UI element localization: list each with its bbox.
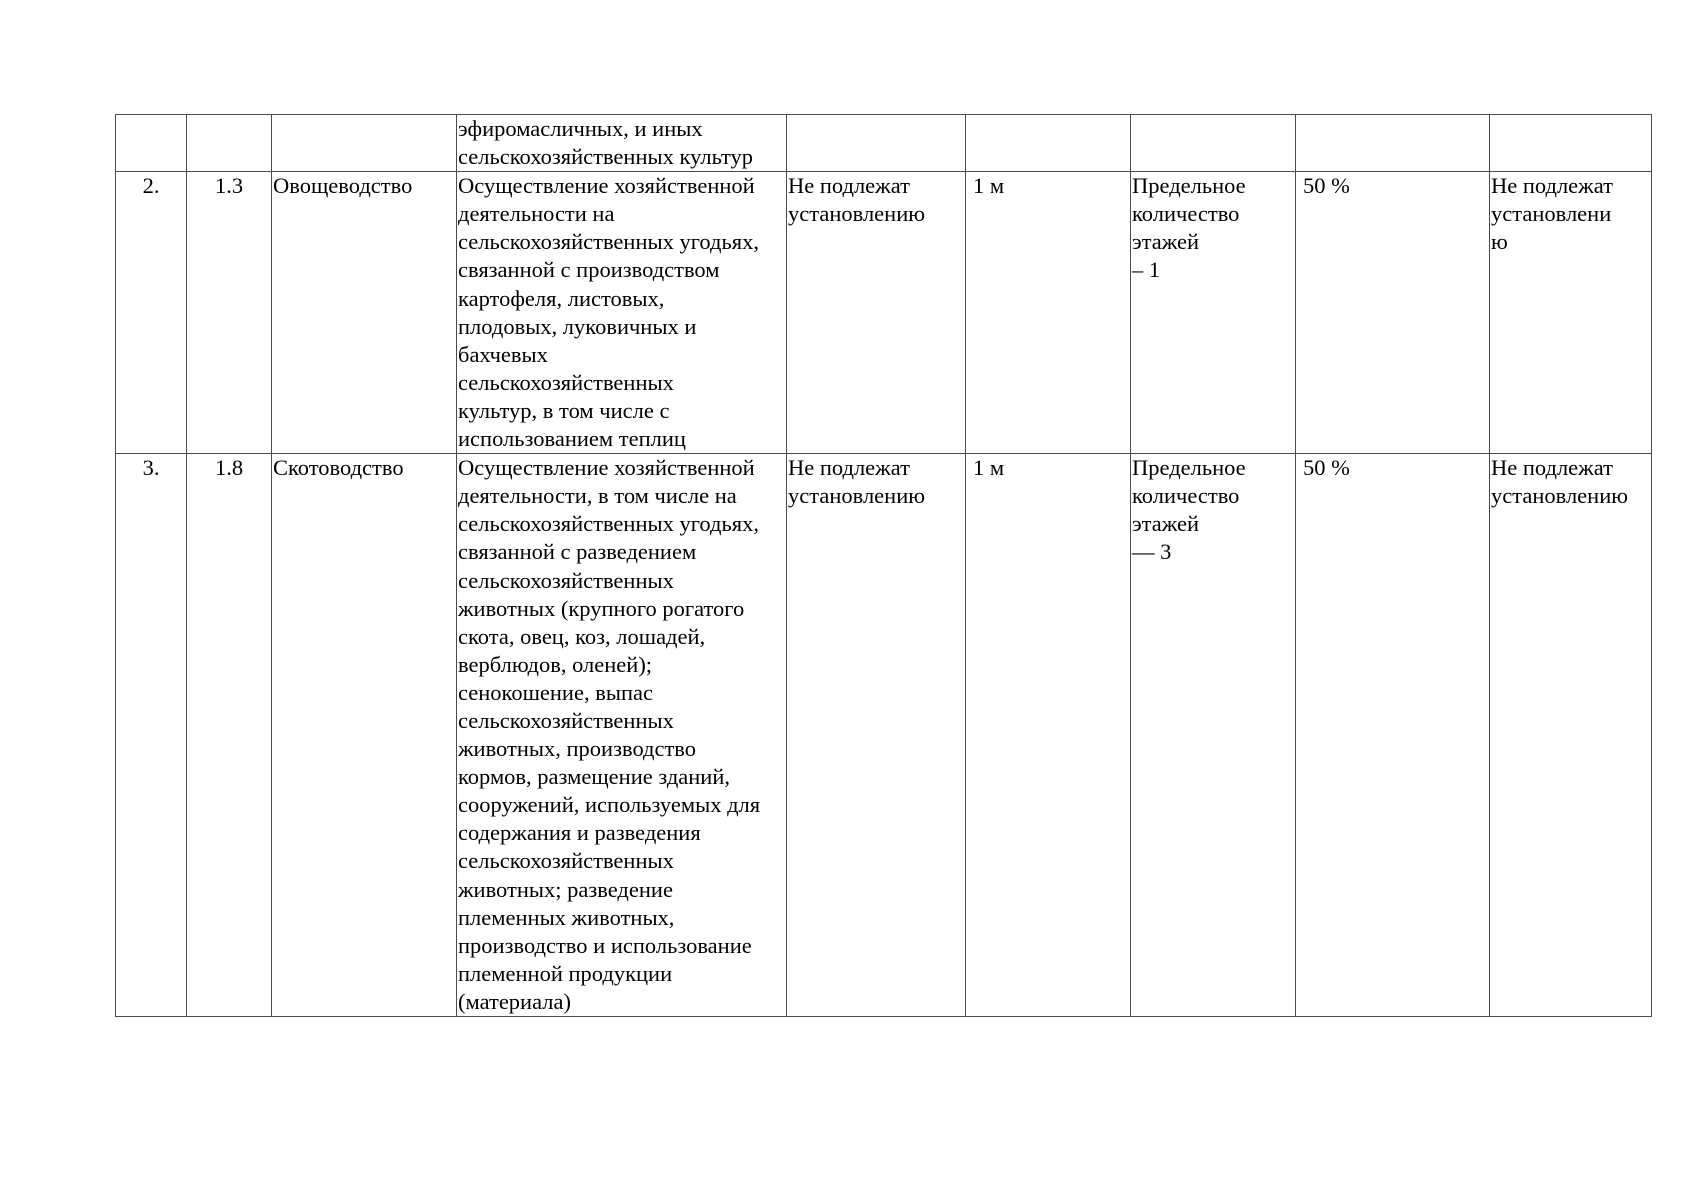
- cell-text-line: сельскохозяйственных: [458, 707, 674, 733]
- cell-text-line: установлению: [788, 201, 926, 227]
- cell-text-line: Осуществление хозяйственной: [458, 173, 755, 199]
- cell-text-line: установлению: [788, 483, 926, 509]
- min-area-cell: [787, 454, 966, 1017]
- cell-text-line: количество: [1132, 483, 1240, 509]
- table-row: [116, 115, 1652, 172]
- cell-text-line: скота, овец, коз, лошадей,: [458, 623, 706, 649]
- cell-text-line: Не подлежат: [1491, 173, 1613, 199]
- cell-text-line: сельскохозяйственных угодьях,: [458, 511, 759, 537]
- cell-text-line: животных; разведение: [458, 876, 673, 902]
- cell-text-line: использованием теплиц: [458, 426, 686, 452]
- cell-text-line: картофеля, листовых,: [458, 285, 665, 311]
- cell-text-line: связанной с производством: [458, 257, 720, 283]
- land-use-type-cell: Скотоводство: [272, 454, 457, 1017]
- cell-text-line: кормов, размещение зданий,: [458, 764, 731, 790]
- code-cell: [187, 115, 272, 172]
- cell-text-line: Осуществление хозяйственной: [458, 455, 755, 481]
- cell-text-line: культур, в том числе с: [458, 397, 670, 423]
- other-params-cell: [1490, 172, 1652, 454]
- cell-text-line: сельскохозяйственных культур: [458, 144, 754, 170]
- coverage-cell: 50 %: [1296, 454, 1490, 1017]
- land-use-regulations-table: [115, 114, 1652, 1017]
- code-cell: 1.3: [187, 172, 272, 454]
- table-row: [116, 454, 1652, 1017]
- coverage-cell: 50 %: [1296, 172, 1490, 454]
- min-area-cell: [787, 115, 966, 172]
- cell-text-line: связанной с разведением: [458, 539, 697, 565]
- cell-text-line: племенной продукции: [458, 960, 673, 986]
- cell-text-line: сельскохозяйственных: [458, 369, 674, 395]
- cell-text-line: сельскохозяйственных: [458, 567, 674, 593]
- cell-text-line: – 1: [1132, 257, 1161, 283]
- cell-text-line: Не подлежат: [788, 173, 910, 199]
- cell-text-line: бахчевых: [458, 341, 548, 367]
- cell-text-line: плодовых, луковичных и: [458, 313, 697, 339]
- table-row: [116, 172, 1652, 454]
- setback-cell: [966, 115, 1131, 172]
- code-cell: 1.8: [187, 454, 272, 1017]
- cell-text-line: сооружений, используемых для: [458, 792, 761, 818]
- other-params-cell: [1490, 454, 1652, 1017]
- setback-cell: 1 м: [966, 454, 1131, 1017]
- other-params-cell: [1490, 115, 1652, 172]
- cell-text-line: деятельности на: [458, 201, 615, 227]
- cell-text-line: Не подлежат: [788, 455, 910, 481]
- cell-text-line: Предельное: [1132, 173, 1246, 199]
- cell-text-line: установлени: [1491, 201, 1612, 227]
- row-number-cell: 2.: [116, 172, 187, 454]
- min-area-cell: [787, 172, 966, 454]
- cell-text-line: животных (крупного рогатого: [458, 595, 745, 621]
- land-use-type-cell: [272, 115, 457, 172]
- cell-text-line: — 3: [1132, 539, 1172, 565]
- cell-text-line: этажей: [1132, 229, 1200, 255]
- cell-text-line: верблюдов, оленей);: [458, 651, 653, 677]
- floors-cell: [1131, 454, 1296, 1017]
- description-cell: [457, 115, 787, 172]
- cell-text-line: деятельности, в том числе на: [458, 483, 737, 509]
- cell-text-line: производство и использование: [458, 932, 752, 958]
- floors-cell: [1131, 115, 1296, 172]
- cell-text-line: сельскохозяйственных: [458, 848, 674, 874]
- setback-cell: 1 м: [966, 172, 1131, 454]
- cell-text-line: установлению: [1491, 483, 1629, 509]
- cell-text-line: (материала): [458, 988, 571, 1014]
- land-use-type-cell: Овощеводство: [272, 172, 457, 454]
- cell-text-line: сельскохозяйственных угодьях,: [458, 229, 759, 255]
- floors-cell: [1131, 172, 1296, 454]
- cell-text-line: количество: [1132, 201, 1240, 227]
- cell-text-line: содержания и разведения: [458, 820, 701, 846]
- cell-text-line: племенных животных,: [458, 904, 675, 930]
- cell-text-line: ю: [1491, 229, 1508, 255]
- row-number-cell: 3.: [116, 454, 187, 1017]
- cell-text-line: Не подлежат: [1491, 455, 1613, 481]
- description-cell: [457, 172, 787, 454]
- cell-text-line: животных, производство: [458, 736, 697, 762]
- cell-text-line: сенокошение, выпас: [458, 679, 653, 705]
- coverage-cell: [1296, 115, 1490, 172]
- description-cell: [457, 454, 787, 1017]
- cell-text-line: этажей: [1132, 511, 1200, 537]
- cell-text-line: Предельное: [1132, 455, 1246, 481]
- row-number-cell: [116, 115, 187, 172]
- cell-text-line: эфиромасличных, и иных: [458, 116, 703, 141]
